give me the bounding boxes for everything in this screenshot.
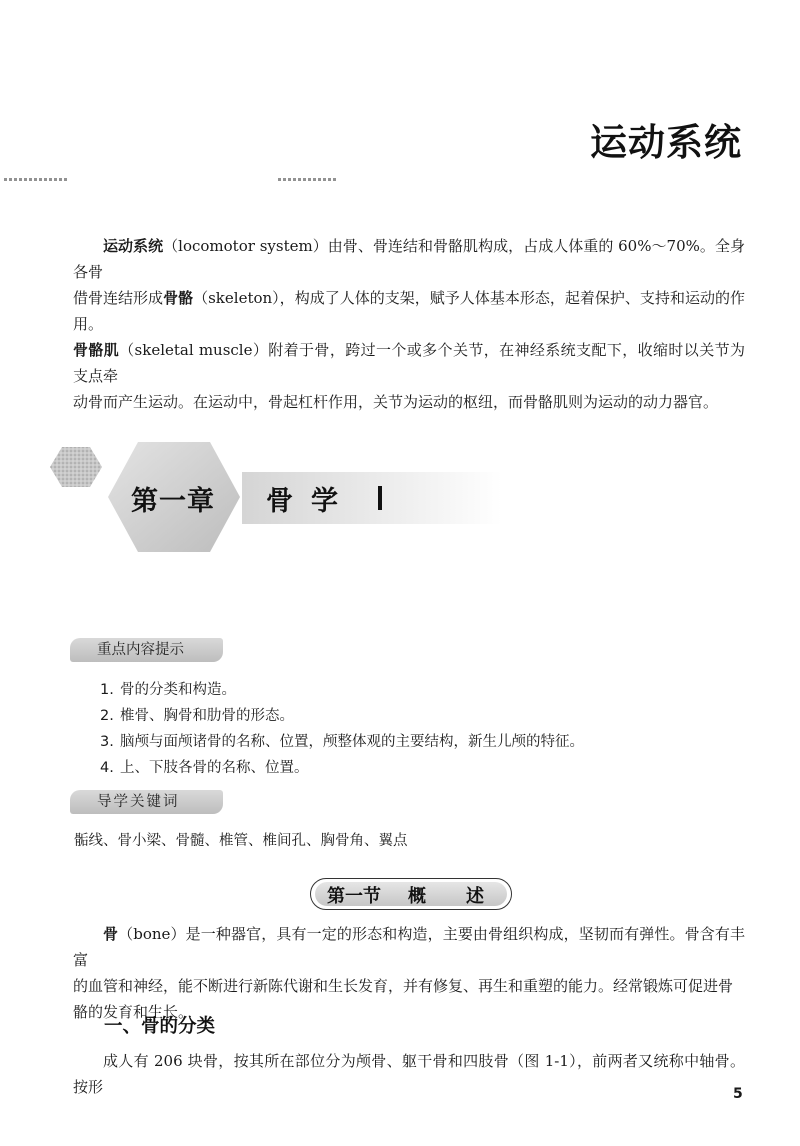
small-hexagon-icon	[50, 447, 102, 487]
section-line-1: 骨（bone）是一种器官，具有一定的形态和构造，主要由骨组织构成，坚韧而有弹性。骨含有丰富	[73, 925, 745, 969]
title-rule-right	[278, 178, 336, 181]
chapter-label: 第一章	[131, 486, 215, 517]
classification-line-1: 成人有 206 块骨，按其所在部位分为颅骨、躯干骨和四肢骨（图 1-1），前两者又统称中轴骨。按形	[73, 1052, 745, 1096]
intro-line-2: 借骨连结形成骨骼（skeleton），构成了人体的支架，赋予人体基本形态，起着保护、支持和运动的作用。	[73, 289, 745, 333]
term-bone: 骨	[103, 925, 119, 943]
chapter-title: 骨学	[266, 486, 356, 517]
term-skeletal-muscle: 骨骼肌	[73, 341, 120, 359]
keywords-heading: 导学关键词	[70, 790, 223, 814]
section-line-3: 骼的发育和生长。	[73, 1003, 194, 1021]
part-title: 运动系统	[590, 121, 742, 164]
term-skeleton: 骨骼	[163, 289, 194, 307]
key-points-list	[100, 677, 584, 781]
classification-paragraph	[73, 1048, 745, 1100]
subheading-classification: 一、骨的分类	[104, 1016, 216, 1037]
list-item: 4. 上、下肢各骨的名称、位置。	[100, 760, 309, 776]
list-item: 2. 椎骨、胸骨和肋骨的形态。	[100, 708, 294, 724]
title-rule-left	[4, 178, 68, 181]
list-item: 3. 脑颅与面颅诸骨的名称、位置，颅整体观的主要结构，新生儿颅的特征。	[100, 734, 584, 750]
section-line-2: 的血管和神经，能不断进行新陈代谢和生长发育，并有修复、再生和重塑的能力。经常锻炼可促进骨	[73, 977, 734, 995]
section-paragraph	[73, 921, 745, 1025]
intro-line-1: 运动系统（locomotor system）由骨、骨连结和骨骼肌构成，占成人体重的 60%～70%。全身各骨	[73, 237, 745, 281]
keywords-text: 骺线、骨小梁、骨髓、椎管、椎间孔、胸骨角、翼点	[74, 833, 408, 849]
chapter-title-bar	[378, 486, 382, 510]
intro-line-4: 动骨而产生运动。在运动中，骨起杠杆作用，关节为运动的枢纽，而骨骼肌则为运动的动力器官。	[73, 393, 719, 411]
intro-line-3: 骨骼肌（skeletal muscle）附着于骨，跨过一个或多个关节，在神经系统支配下，收缩时以关节为支点牵	[73, 341, 745, 385]
intro-paragraph	[73, 233, 745, 415]
section-title: 概述	[408, 886, 524, 907]
list-item: 1. 骨的分类和构造。	[100, 682, 236, 698]
page-number: 5	[733, 1086, 743, 1102]
term-locomotor-system: 运动系统	[103, 237, 164, 255]
key-points-heading: 重点内容提示	[70, 638, 223, 662]
section-label: 第一节	[327, 886, 381, 907]
